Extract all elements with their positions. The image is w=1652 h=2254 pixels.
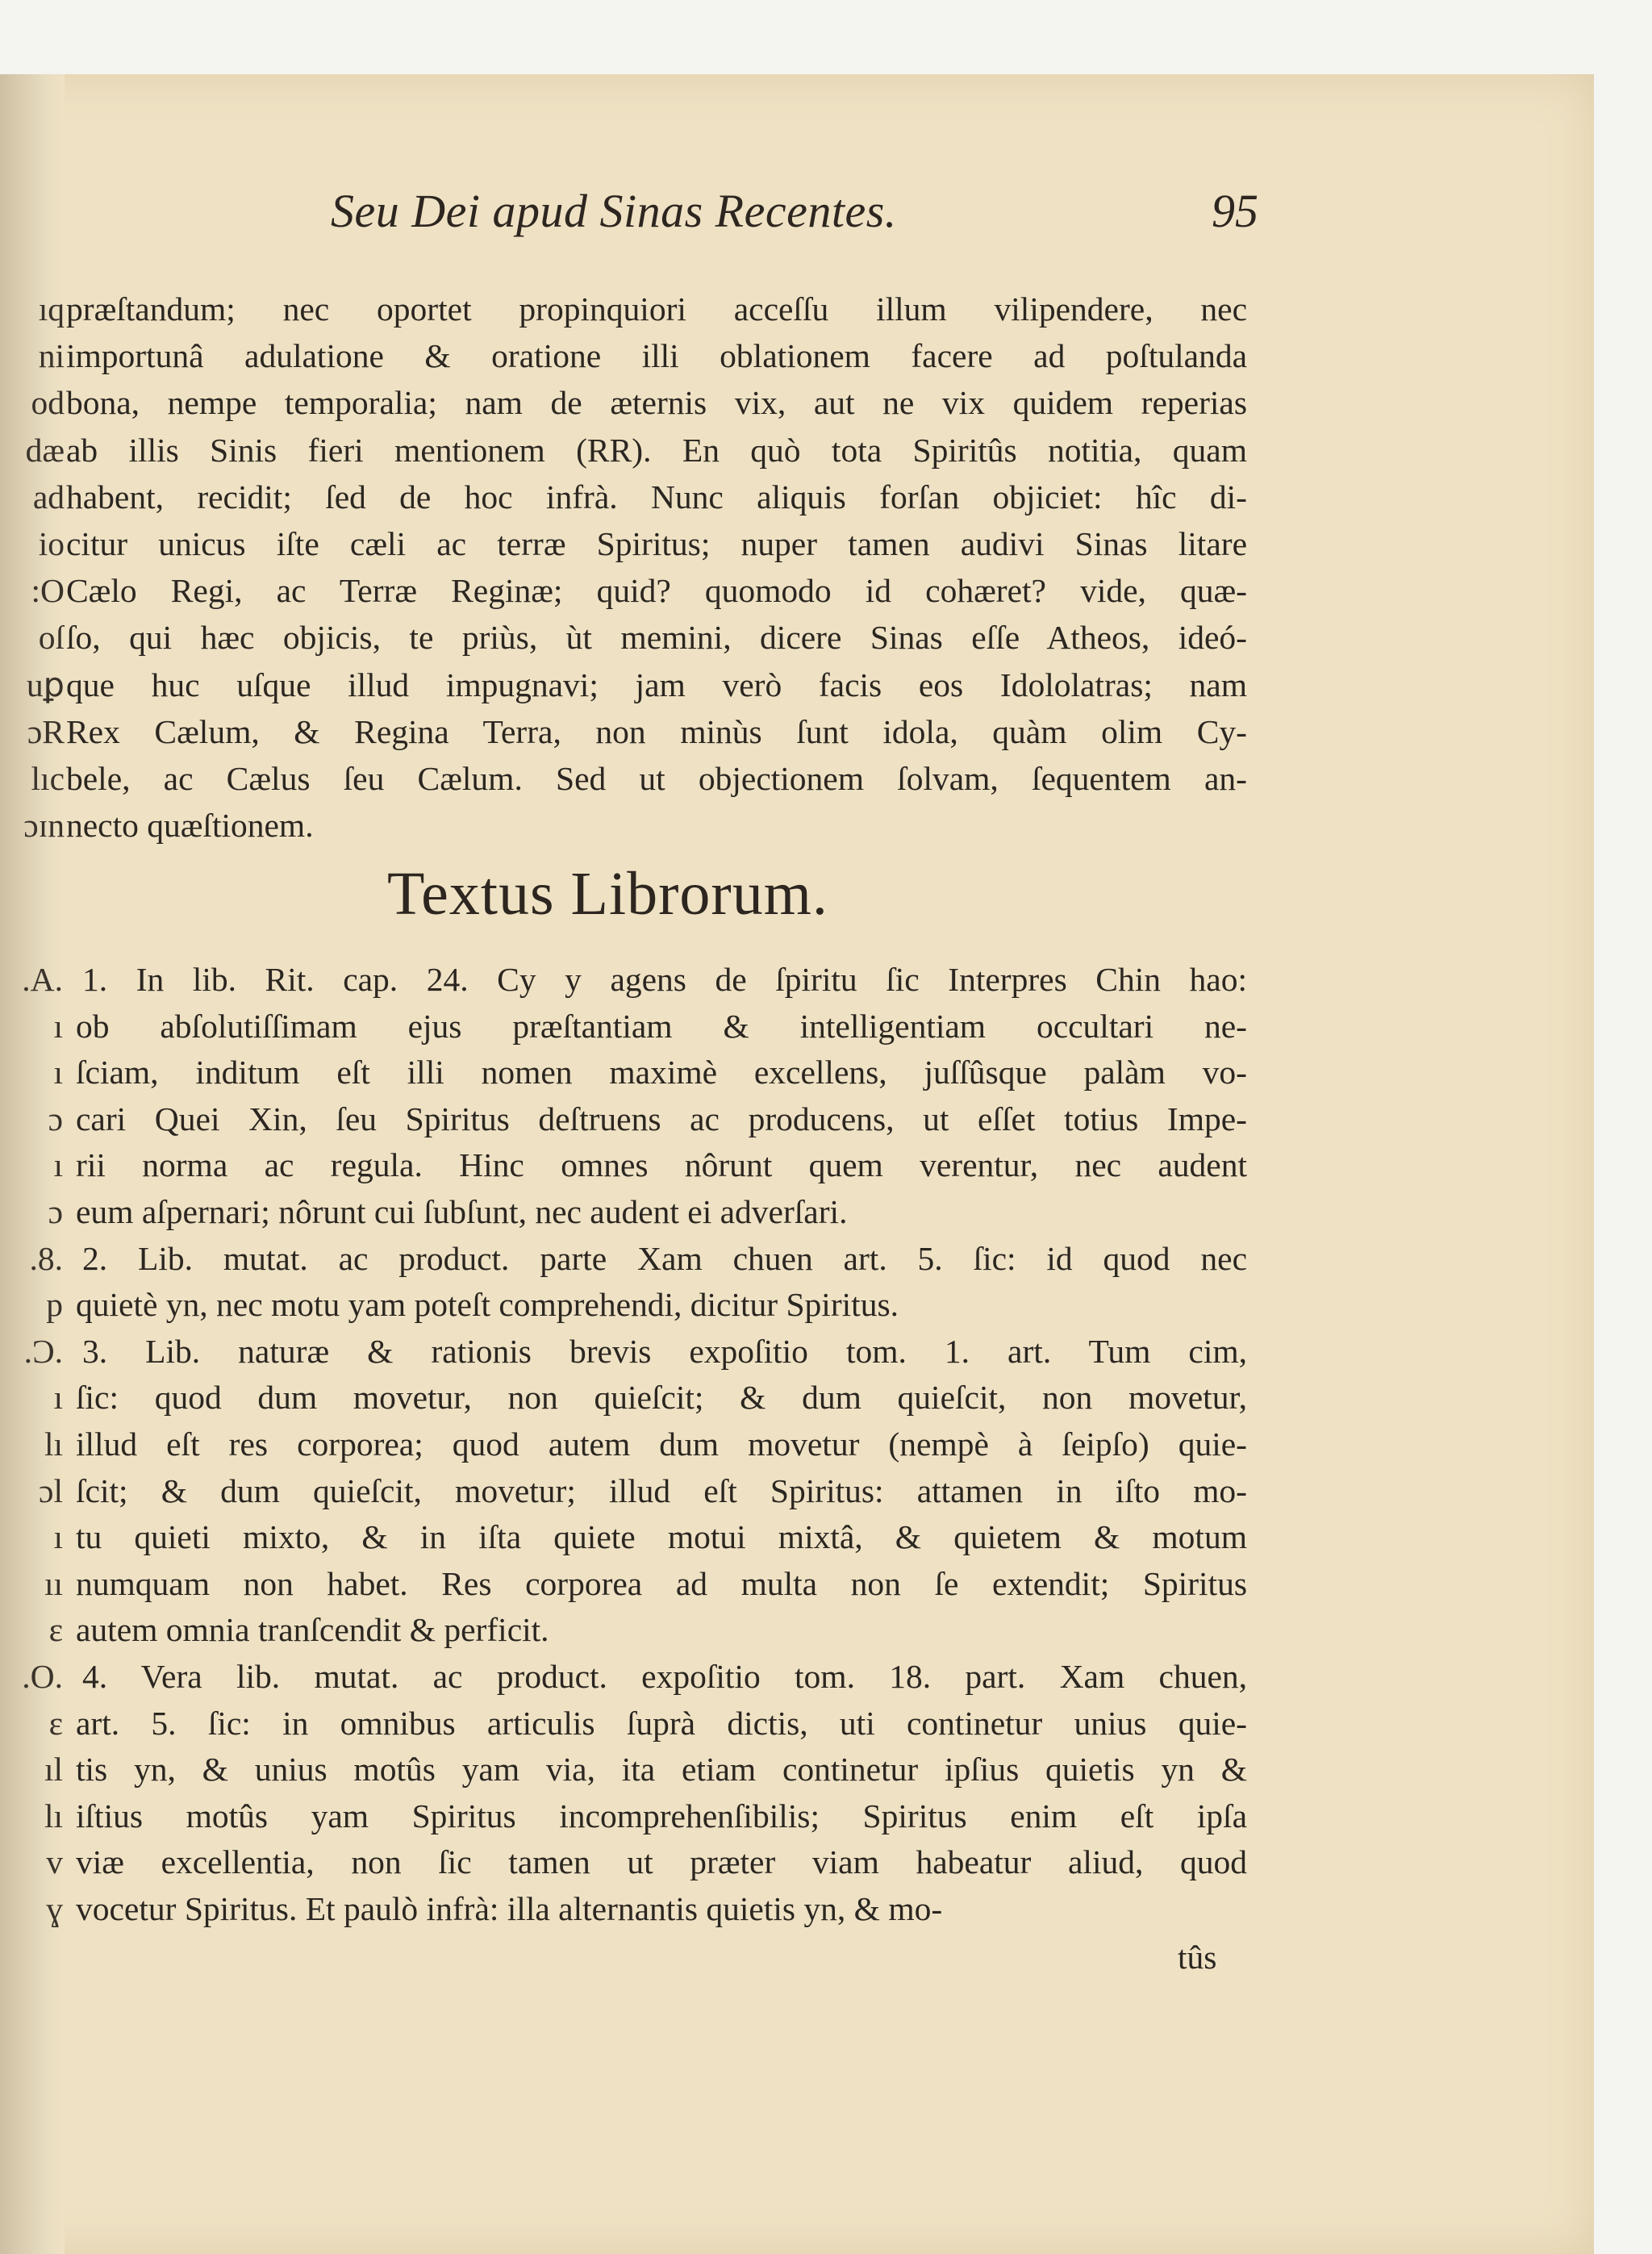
entry-number: 1.: [82, 961, 136, 998]
margin-fragment: ıı: [44, 1564, 63, 1602]
margin-fragment: ɛ: [48, 1611, 63, 1649]
entry-marker: .Ɔ.: [23, 1332, 63, 1370]
margin-fragment: ni: [38, 337, 65, 375]
entry-marker: .A.: [22, 961, 63, 998]
margin-fragment: ı: [53, 1007, 63, 1045]
margin-fragment: ı: [53, 1146, 63, 1184]
margin-fragment: ɛ: [48, 1704, 63, 1742]
line-text: quietè yn, nec motu yam poteſt comprehendi, dicitur Spiritus.: [76, 1286, 899, 1324]
line-text: 2. Lib. mutat. ac product. parte Xam chuen art. 5. ſic: id quod nec: [82, 1239, 1247, 1277]
line-text: ſciam, inditum eſt illi nomen maximè excellens, juſſûsque palàm vo-: [76, 1054, 1247, 1092]
line-text: ſo, qui hæc objicis, te priùs, ùt memini, dicere Sinas eſſe Atheos, ideó-: [66, 619, 1247, 657]
margin-fragment: lı: [44, 1425, 63, 1463]
entry-number: 3.: [82, 1332, 146, 1370]
line-text: 3. Lib. naturæ & rationis brevis expoſitio tom. 1. art. Tum cim,: [82, 1332, 1248, 1370]
margin-fragment: ıq: [38, 290, 65, 328]
margin-fragment: ɔ: [48, 1193, 63, 1230]
line-text: iſtius motûs yam Spiritus incomprehenſibilis; Spiritus enim eſt ipſa: [76, 1797, 1247, 1835]
line-text: importunâ adulatione & oratione illi oblationem facere ad poſtulanda: [66, 337, 1247, 375]
margin-fragment: ıl: [44, 1751, 63, 1789]
margin-fragment: lı: [44, 1797, 63, 1835]
running-title: Seu Dei apud Sinas Recentes.: [331, 185, 897, 237]
margin-fragment: od: [31, 384, 65, 422]
margin-fragment: ad: [32, 478, 65, 515]
margin-fragment: ɣ: [46, 1890, 63, 1927]
line-text: ſcit; & dum quieſcit, movetur; illud eſt Spiritus: attamen in iſto mo-: [76, 1471, 1247, 1509]
line-text: que huc uſque illud impugnavi; jam verò facis eos Idololatras; nam: [66, 666, 1247, 703]
line-text: rii norma ac regula. Hinc omnes nôrunt quem verentur, nec audent: [76, 1146, 1247, 1184]
line-text: vocetur Spiritus. Et paulò infrà: illa alternantis quietis yn, & mo-: [76, 1890, 943, 1927]
margin-fragment: v: [46, 1843, 63, 1881]
line-text: ſic: quod dum movetur, non quieſcit; & dum quieſcit, non movetur,: [76, 1379, 1247, 1417]
margin-fragment: ı: [53, 1054, 63, 1092]
line-text: citur unicus iſte cæli ac terræ Spiritus; nuper tamen audivi Sinas litare: [66, 525, 1247, 562]
page-number: 95: [1212, 185, 1258, 237]
page-header: [331, 184, 1258, 248]
margin-fragment: ı: [53, 1379, 63, 1417]
entry-marker: .O.: [22, 1658, 63, 1695]
margin-fragment: uꝑ: [26, 666, 65, 703]
line-text: 4. Vera lib. mutat. ac product. expoſitio tom. 18. part. Xam chuen,: [82, 1658, 1247, 1695]
line-text: Rex Cælum, & Regina Terra, non minùs ſunt idola, quàm olim Cy-: [66, 712, 1247, 750]
margin-fragment: oſ: [38, 619, 65, 657]
line-text: ob abſolutiſſimam ejus præſtantiam & intelligentiam occultari ne-: [76, 1007, 1247, 1045]
line-text: viæ excellentia, non ſic tamen ut præter viam habeatur aliud, quod: [76, 1843, 1247, 1881]
line-text: tu quieti mixto, & in iſta quiete motui mixtâ, & quietem & motum: [76, 1518, 1247, 1556]
entry-marker: .8.: [29, 1239, 63, 1277]
line-text: tis yn, & unius motûs yam via, ita etiam continetur ipſius quietis yn &: [76, 1751, 1247, 1789]
margin-fragment: lıc: [31, 760, 65, 797]
line-text: art. 5. ſic: in omnibus articulis ſuprà dictis, uti continetur unius quie-: [76, 1704, 1247, 1742]
margin-fragment: :O: [31, 572, 65, 610]
line-text: numquam non habet. Res corporea ad multa non ſe extendit; Spiritus: [76, 1564, 1247, 1602]
line-text: necto quæſtionem.: [66, 807, 314, 845]
line-text: habent, recidit; ſed de hoc infrà. Nunc aliquis forſan objiciet: hîc di-: [66, 478, 1247, 515]
margin-fragment: dæ: [25, 431, 65, 469]
margin-fragment: ı: [53, 1518, 63, 1556]
margin-fragment: ɔl: [39, 1471, 63, 1509]
line-text: præſtandum; nec oportet propinquiori acceſſu illum vilipendere, nec: [66, 290, 1247, 328]
line-text: cari Quei Xin, ſeu Spiritus deſtruens ac producens, ut eſſet totius Impe-: [76, 1100, 1247, 1137]
line-text: autem omnia tranſcendit & perficit.: [76, 1611, 549, 1649]
margin-fragment: ɔR: [27, 712, 65, 750]
line-text: illud eſt res corporea; quod autem dum movetur (nempè à ſeipſo) quie-: [76, 1425, 1247, 1463]
line-text: eum aſpernari; nôrunt cui ſubſunt, nec audent ei adverſari.: [76, 1193, 848, 1230]
line-text: bona, nempe temporalia; nam de æternis vix, aut ne vix quidem reperias: [66, 384, 1247, 422]
margin-fragment: ɔ: [48, 1100, 63, 1137]
line-text: Cælo Regi, ac Terræ Reginæ; quid? quomodo id cohæret? vide, quæ-: [66, 572, 1247, 610]
section-title: Textus Librorum.: [387, 860, 828, 928]
entry-number: 4.: [82, 1658, 141, 1695]
line-text: ab illis Sinis fieri mentionem (RR). En quò tota Spiritûs notitia, quam: [66, 431, 1247, 469]
entry-number: 2.: [82, 1239, 138, 1277]
margin-fragment: ɔɪn: [23, 807, 65, 845]
line-text: bele, ac Cælus ſeu Cælum. Sed ut objectionem ſolvam, ſequentem an-: [66, 760, 1247, 797]
margin-fragment: p: [46, 1286, 63, 1324]
catchword: tûs: [1178, 1939, 1217, 1976]
margin-fragment: io: [38, 525, 65, 562]
line-text: 1. In lib. Rit. cap. 24. Cy y agens de ſpiritu ſic Interpres Chin hao:: [82, 961, 1248, 998]
